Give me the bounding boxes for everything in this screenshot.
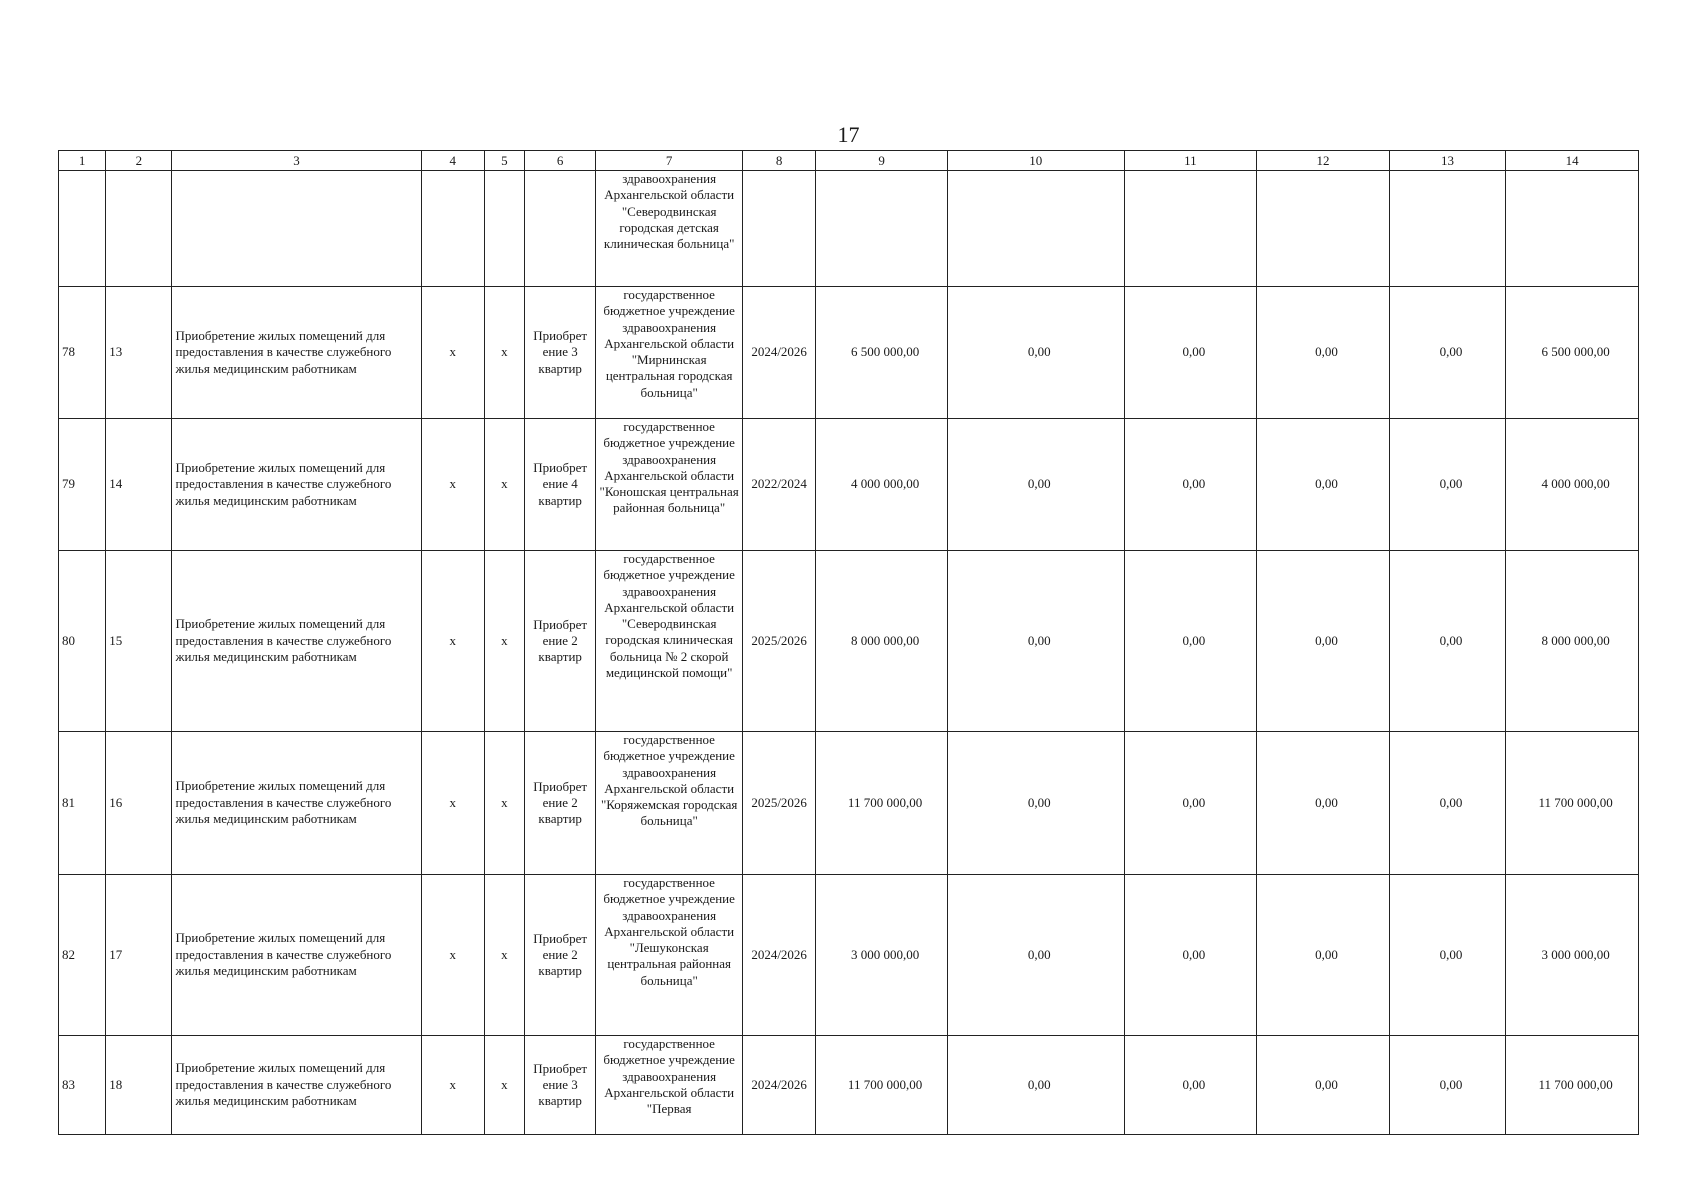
column-header: 5	[484, 151, 524, 171]
amount-cell-14: 11 700 000,00	[1506, 1036, 1639, 1135]
table-row	[59, 732, 1639, 875]
period-cell: 2024/2026	[742, 287, 815, 419]
column-header: 13	[1389, 151, 1506, 171]
table-row	[59, 875, 1639, 1036]
amount-cell-13: 0,00	[1389, 551, 1506, 732]
item-number-cell: 16	[106, 732, 172, 875]
measure-name-cell: Приобретение жилых помещений для предоставления в качестве служебного жилья медицинским работникам	[172, 419, 421, 551]
organization-cell: государственное бюджетное учреждение здравоохранения Архангельской области "Коряжемская городская больница"	[596, 732, 743, 875]
empty-cell	[172, 171, 421, 287]
result-cell: Приобрет ение 4 квартир	[525, 419, 596, 551]
column-header: 7	[596, 151, 743, 171]
empty-cell	[1124, 171, 1257, 287]
page-number: 17	[837, 122, 860, 147]
column-header: 12	[1257, 151, 1390, 171]
item-number-cell: 17	[106, 875, 172, 1036]
amount-cell-14: 6 500 000,00	[1506, 287, 1639, 419]
amount-cell-10: 0,00	[947, 1036, 1124, 1135]
column-header: 6	[525, 151, 596, 171]
total-amount-cell: 4 000 000,00	[816, 419, 948, 551]
empty-cell	[1257, 171, 1390, 287]
measure-name-cell: Приобретение жилых помещений для предоставления в качестве служебного жилья медицинским работникам	[172, 875, 421, 1036]
result-cell: Приобрет ение 3 квартир	[525, 1036, 596, 1135]
amount-cell-11: 0,00	[1124, 875, 1257, 1036]
period-cell: 2022/2024	[742, 419, 815, 551]
column-header: 2	[106, 151, 172, 171]
measure-name-cell: Приобретение жилых помещений для предоставления в качестве служебного жилья медицинским работникам	[172, 287, 421, 419]
empty-cell	[525, 171, 596, 287]
organization-cell: государственное бюджетное учреждение здравоохранения Архангельской области "Северодвинская городская клиническая больница № 2 скорой медицинской помощи"	[596, 551, 743, 732]
amount-cell-13: 0,00	[1389, 1036, 1506, 1135]
total-amount-cell: 11 700 000,00	[816, 1036, 948, 1135]
table-row	[59, 551, 1639, 732]
period-cell: 2024/2026	[742, 875, 815, 1036]
column-4-cell: х	[421, 732, 484, 875]
amount-cell-12: 0,00	[1257, 1036, 1390, 1135]
amount-cell-10: 0,00	[947, 551, 1124, 732]
total-amount-cell: 3 000 000,00	[816, 875, 948, 1036]
amount-cell-10: 0,00	[947, 419, 1124, 551]
amount-cell-12: 0,00	[1257, 732, 1390, 875]
column-header: 4	[421, 151, 484, 171]
row-number-cell: 82	[59, 875, 106, 1036]
empty-cell	[484, 171, 524, 287]
amount-cell-11: 0,00	[1124, 732, 1257, 875]
column-header: 11	[1124, 151, 1257, 171]
amount-cell-10: 0,00	[947, 287, 1124, 419]
result-cell: Приобрет ение 3 квартир	[525, 287, 596, 419]
empty-cell	[816, 171, 948, 287]
column-4-cell: х	[421, 875, 484, 1036]
amount-cell-12: 0,00	[1257, 875, 1390, 1036]
column-5-cell: х	[484, 287, 524, 419]
empty-cell	[1389, 171, 1506, 287]
result-cell: Приобрет ение 2 квартир	[525, 551, 596, 732]
total-amount-cell: 6 500 000,00	[816, 287, 948, 419]
table-row	[59, 287, 1639, 419]
column-4-cell: х	[421, 551, 484, 732]
column-5-cell: х	[484, 1036, 524, 1135]
amount-cell-10: 0,00	[947, 732, 1124, 875]
amount-cell-14: 11 700 000,00	[1506, 732, 1639, 875]
empty-cell	[947, 171, 1124, 287]
item-number-cell: 18	[106, 1036, 172, 1135]
column-header: 14	[1506, 151, 1639, 171]
organization-cell: здравоохранения Архангельской области "Северодвинская городская детская клиническая больница"	[596, 171, 743, 287]
column-header: 1	[59, 151, 106, 171]
column-5-cell: х	[484, 732, 524, 875]
period-cell: 2025/2026	[742, 732, 815, 875]
table-row	[59, 1036, 1639, 1135]
measure-name-cell: Приобретение жилых помещений для предоставления в качестве служебного жилья медицинским работникам	[172, 732, 421, 875]
amount-cell-13: 0,00	[1389, 419, 1506, 551]
organization-cell: государственное бюджетное учреждение здравоохранения Архангельской области "Мирнинская центральная городская больница"	[596, 287, 743, 419]
amount-cell-14: 3 000 000,00	[1506, 875, 1639, 1036]
item-number-cell: 13	[106, 287, 172, 419]
amount-cell-11: 0,00	[1124, 287, 1257, 419]
period-cell: 2025/2026	[742, 551, 815, 732]
column-4-cell: х	[421, 1036, 484, 1135]
column-5-cell: х	[484, 875, 524, 1036]
total-amount-cell: 11 700 000,00	[816, 732, 948, 875]
amount-cell-11: 0,00	[1124, 551, 1257, 732]
item-number-cell: 14	[106, 419, 172, 551]
item-number-cell: 15	[106, 551, 172, 732]
column-number-row	[59, 151, 1639, 171]
measure-name-cell: Приобретение жилых помещений для предоставления в качестве служебного жилья медицинским работникам	[172, 551, 421, 732]
organization-cell: государственное бюджетное учреждение здравоохранения Архангельской области "Лешуконская центральная районная больница"	[596, 875, 743, 1036]
column-4-cell: х	[421, 287, 484, 419]
column-header: 3	[172, 151, 421, 171]
amount-cell-10: 0,00	[947, 875, 1124, 1036]
column-header: 9	[816, 151, 948, 171]
measure-name-cell: Приобретение жилых помещений для предоставления в качестве служебного жилья медицинским работникам	[172, 1036, 421, 1135]
amount-cell-13: 0,00	[1389, 875, 1506, 1036]
row-number-cell: 78	[59, 287, 106, 419]
organization-cell: государственное бюджетное учреждение здравоохранения Архангельской области "Коношская центральная районная больница"	[596, 419, 743, 551]
result-cell: Приобрет ение 2 квартир	[525, 875, 596, 1036]
empty-cell	[421, 171, 484, 287]
row-number-cell: 83	[59, 1036, 106, 1135]
amount-cell-11: 0,00	[1124, 1036, 1257, 1135]
amount-cell-13: 0,00	[1389, 732, 1506, 875]
empty-cell	[1506, 171, 1639, 287]
amount-cell-12: 0,00	[1257, 287, 1390, 419]
row-number-cell: 81	[59, 732, 106, 875]
empty-cell	[59, 171, 106, 287]
column-4-cell: х	[421, 419, 484, 551]
empty-cell	[106, 171, 172, 287]
column-5-cell: х	[484, 551, 524, 732]
total-amount-cell: 8 000 000,00	[816, 551, 948, 732]
amount-cell-13: 0,00	[1389, 287, 1506, 419]
amount-cell-12: 0,00	[1257, 551, 1390, 732]
column-5-cell: х	[484, 419, 524, 551]
column-header: 10	[947, 151, 1124, 171]
amount-cell-14: 8 000 000,00	[1506, 551, 1639, 732]
organization-cell: государственное бюджетное учреждение здравоохранения Архангельской области "Первая	[596, 1036, 743, 1135]
result-cell: Приобрет ение 2 квартир	[525, 732, 596, 875]
table-row	[59, 419, 1639, 551]
amount-cell-11: 0,00	[1124, 419, 1257, 551]
investment-table	[58, 150, 1639, 1135]
amount-cell-12: 0,00	[1257, 419, 1390, 551]
empty-cell	[742, 171, 815, 287]
row-number-cell: 80	[59, 551, 106, 732]
column-header: 8	[742, 151, 815, 171]
amount-cell-14: 4 000 000,00	[1506, 419, 1639, 551]
continuation-row	[59, 171, 1639, 287]
period-cell: 2024/2026	[742, 1036, 815, 1135]
row-number-cell: 79	[59, 419, 106, 551]
